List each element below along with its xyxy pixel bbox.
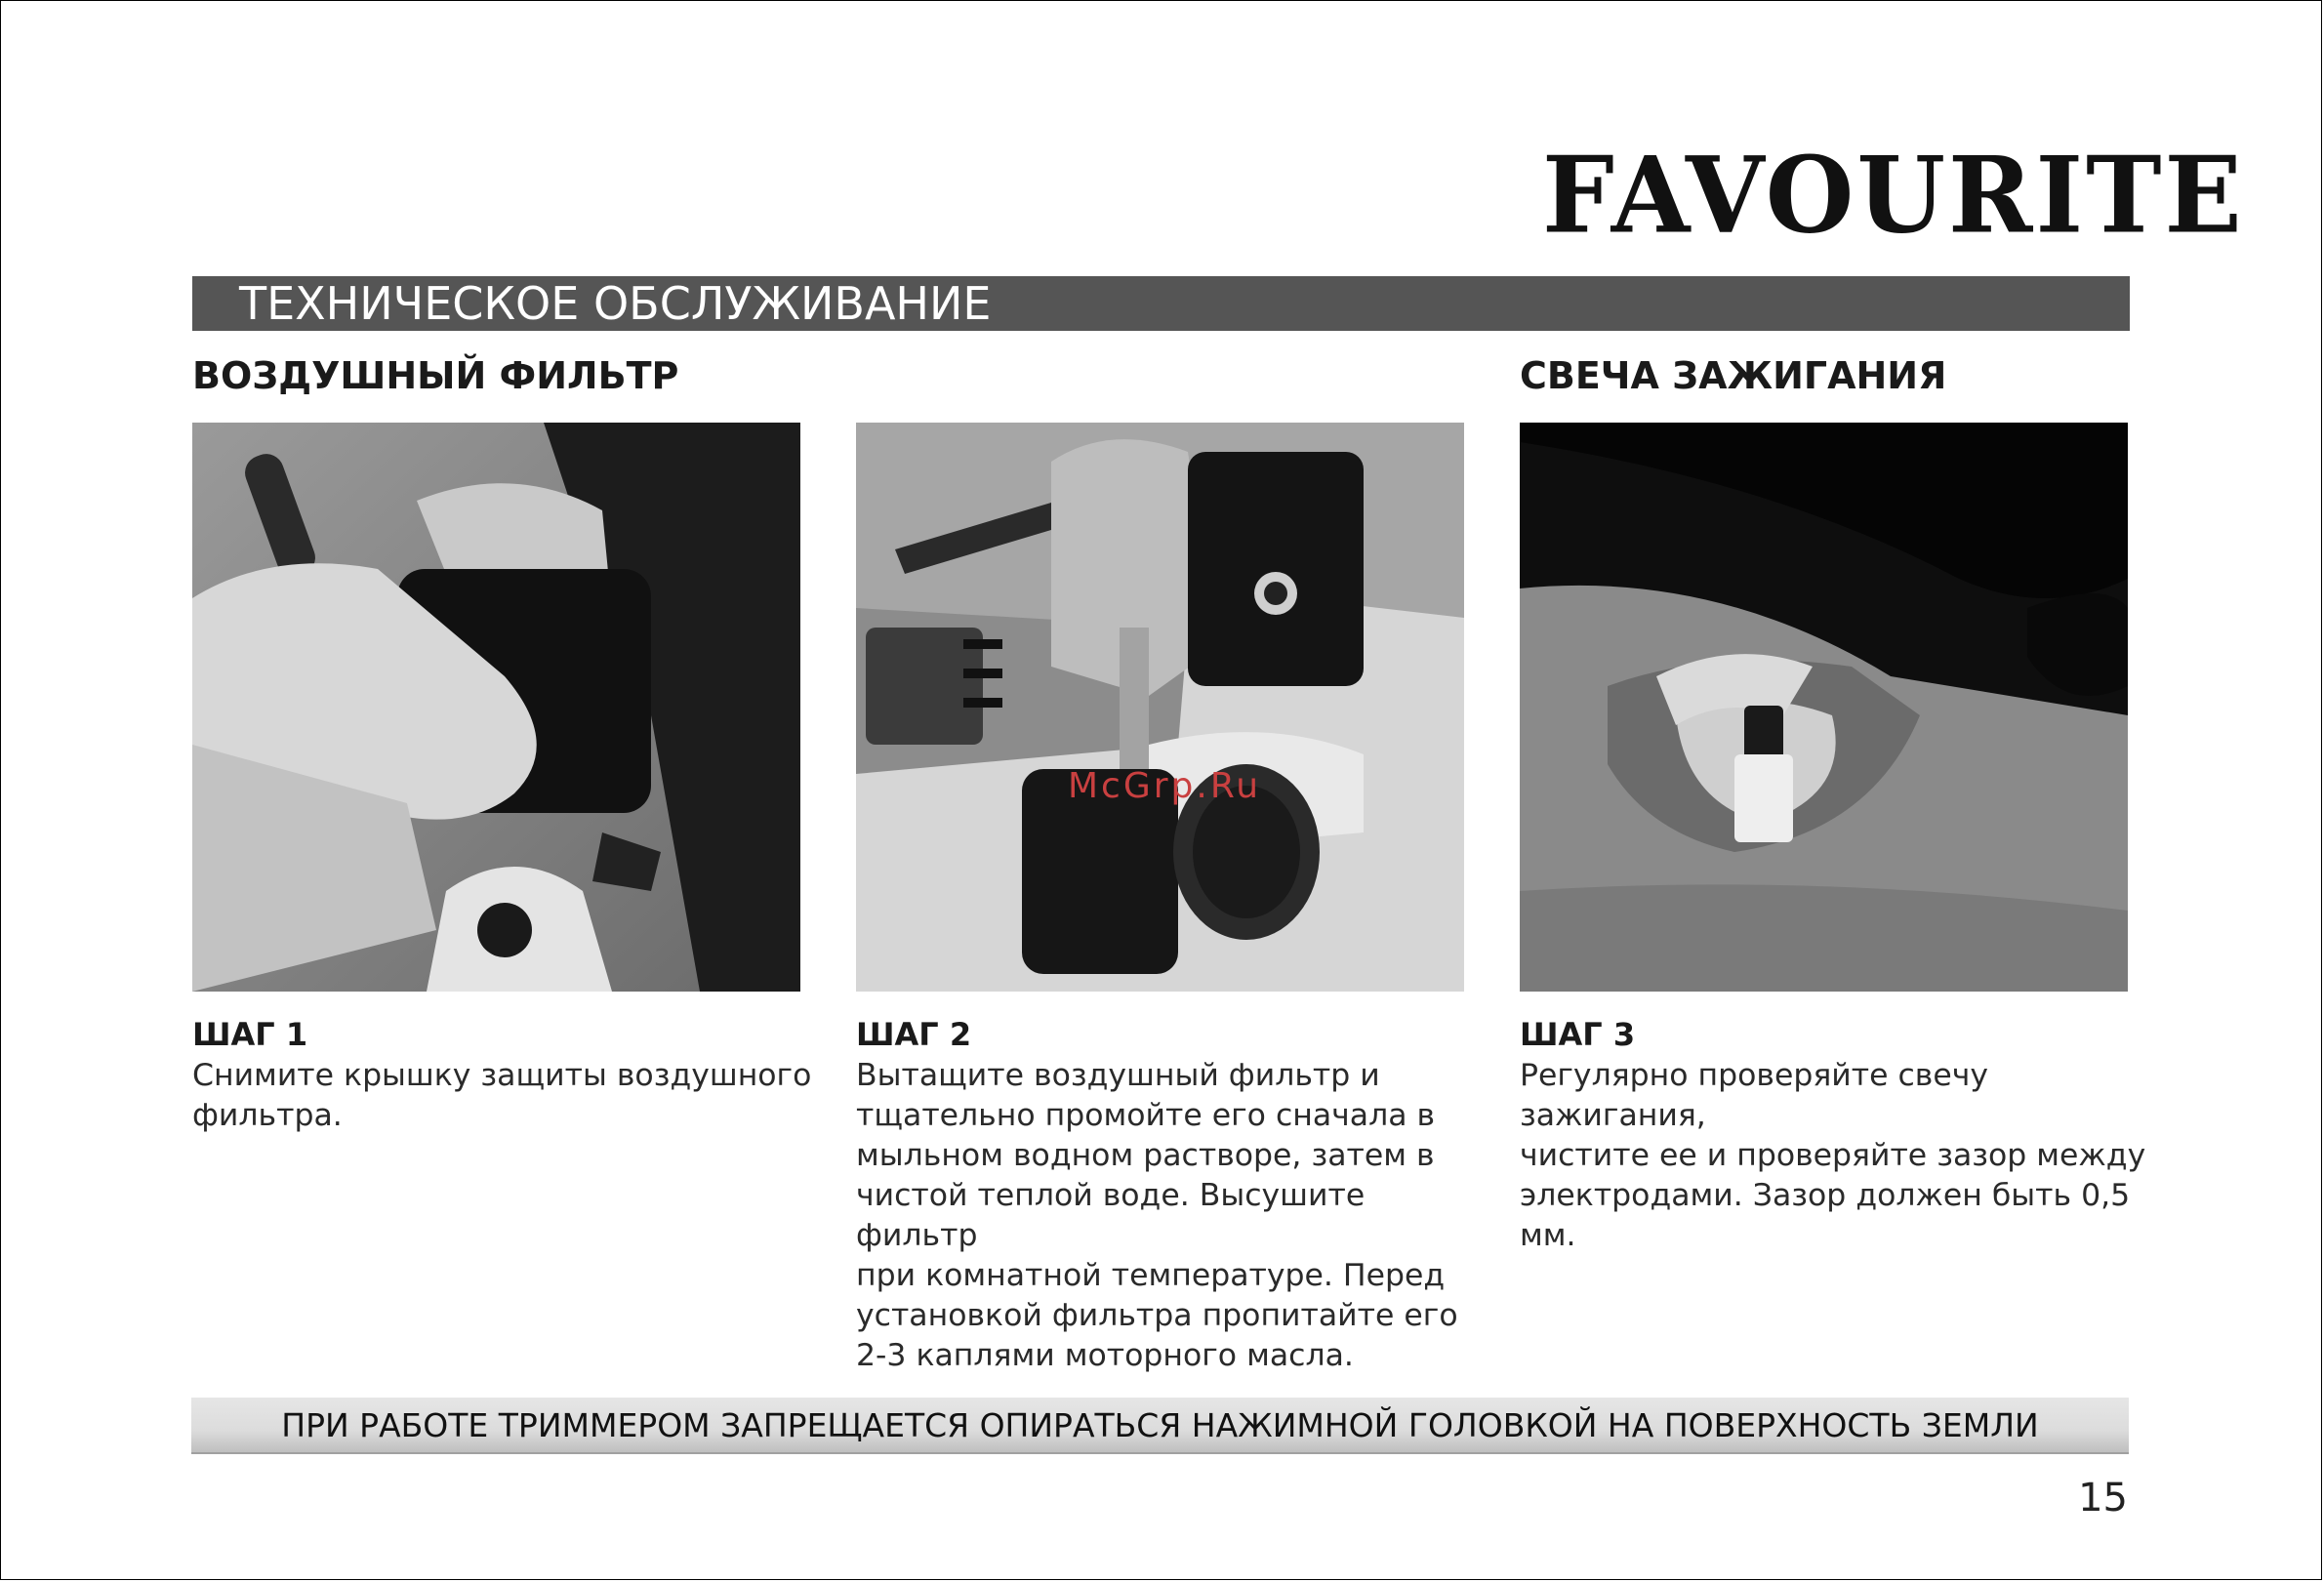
photo-step-3	[1520, 423, 2128, 992]
photo-step-1	[192, 423, 800, 992]
step-1-text: Снимите крышку защиты воздушного фильтра.	[192, 1058, 812, 1133]
watermark: McGrp.Ru	[1068, 766, 1262, 806]
step-2	[856, 1013, 1481, 1376]
photo-step-2	[856, 423, 1464, 992]
air-filter-heading: ВОЗДУШНЫЙ ФИЛЬТР	[192, 354, 679, 397]
step-2-title: ШАГ 2	[856, 1016, 972, 1053]
step-2-text: Вытащите воздушный фильтр и тщательно промойте его сначала в мыльном водном растворе, затем в чистой теплой воде. Высушите фильтр при комнатной температуре. Перед установкой фильтра пропитайте его 2-3 каплями моторного масла.	[856, 1058, 1458, 1373]
step-1-title: ШАГ 1	[192, 1016, 308, 1053]
step-3	[1520, 1013, 2164, 1256]
step-1	[192, 1013, 817, 1136]
warning-banner: ПРИ РАБОТЕ ТРИММЕРОМ ЗАПРЕЩАЕТСЯ ОПИРАТЬСЯ НАЖИМНОЙ ГОЛОВКОЙ НА ПОВЕРХНОСТЬ ЗЕМЛИ	[191, 1398, 2129, 1454]
step-3-text: Регулярно проверяйте свечу зажигания, чистите ее и проверяйте зазор между электродами. Зазор должен быть 0,5 мм.	[1520, 1058, 2146, 1253]
brand-logo: FAVOURITE	[1542, 132, 2245, 258]
section-title: ТЕХНИЧЕСКОЕ ОБСЛУЖИВАНИЕ	[192, 276, 2130, 331]
spark-plug-heading: СВЕЧА ЗАЖИГАНИЯ	[1520, 354, 1947, 397]
step-3-title: ШАГ 3	[1520, 1016, 1636, 1053]
page-number: 15	[2078, 1476, 2128, 1521]
